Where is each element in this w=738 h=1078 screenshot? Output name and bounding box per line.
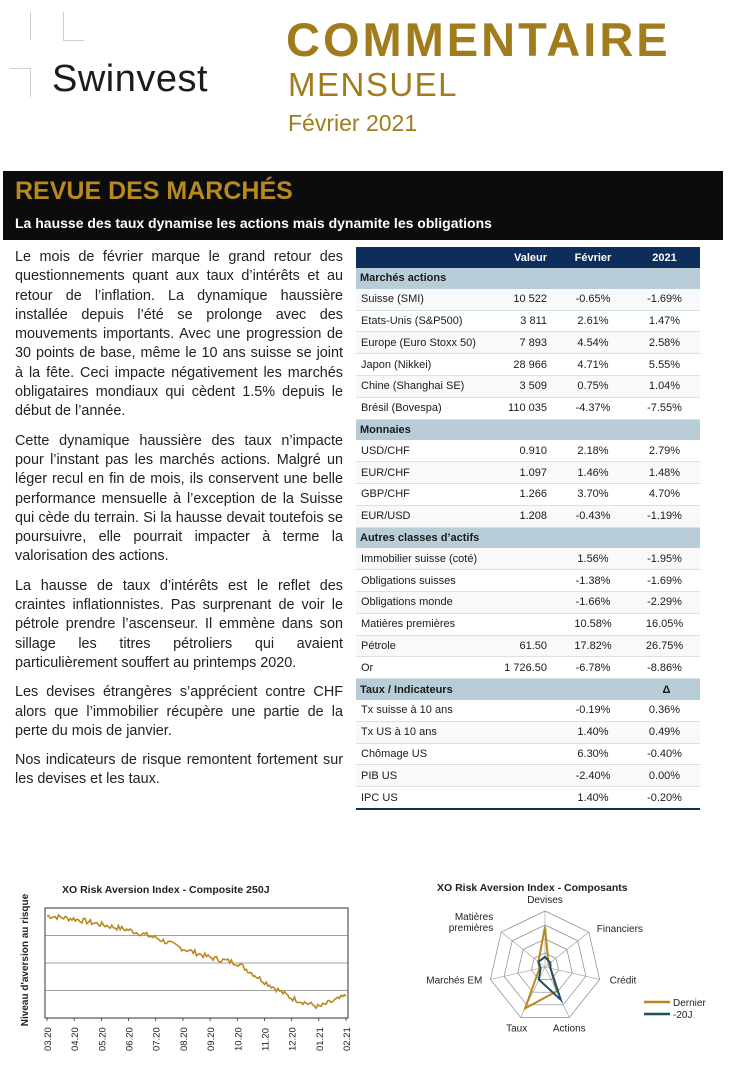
radar-axis-label: Crédit xyxy=(609,975,637,987)
corner-mark-r xyxy=(10,68,31,97)
header-cell xyxy=(356,247,484,268)
cell-value xyxy=(484,787,557,809)
radar-axis-label: Devises xyxy=(527,895,563,906)
table-section-row xyxy=(356,268,700,289)
cell-value: -7.55% xyxy=(629,397,700,419)
row-label: Matières premières xyxy=(356,613,484,635)
cell-value xyxy=(484,591,557,613)
cell-value: 28 966 xyxy=(484,354,557,376)
section-label: Monnaies xyxy=(356,419,629,440)
cell-value: -0.20% xyxy=(629,787,700,809)
table-row xyxy=(356,289,700,310)
cell-value: 1.40% xyxy=(557,787,629,809)
cell-value: 0.36% xyxy=(629,700,700,721)
x-tick-label: 07.20 xyxy=(151,1027,163,1051)
table-row xyxy=(356,787,700,809)
x-tick-label: 04.20 xyxy=(70,1027,82,1051)
table-row xyxy=(356,700,700,721)
cell-value: 1.46% xyxy=(557,462,629,484)
row-label: Tx US à 10 ans xyxy=(356,721,484,743)
table-row xyxy=(356,332,700,354)
radar-axis-label: premières xyxy=(448,923,494,935)
cell-value: 1.208 xyxy=(484,505,557,527)
cell-value: 1.56% xyxy=(557,548,629,569)
cell-value xyxy=(484,700,557,721)
logo: Swinvest xyxy=(52,58,209,100)
paragraph: Nos indicateurs de risque remontent fortement sur les devises et les taux. xyxy=(15,752,343,788)
table-row xyxy=(356,548,700,569)
commentary-text xyxy=(15,248,343,800)
section-title: REVUE DES MARCHÉS xyxy=(15,177,293,205)
cell-value: 1.40% xyxy=(557,721,629,743)
paragraph: Les devises étrangères s’apprécient contre CHF alors que l’immobilier récupère une partie de la perte du mois de janvier. xyxy=(15,684,343,739)
cell-value: 16.05% xyxy=(629,613,700,635)
row-label: EUR/USD xyxy=(356,505,484,527)
cell-value: 1.47% xyxy=(629,310,700,332)
issue-date: Février 2021 xyxy=(288,110,418,136)
radar-axis-label: Taux xyxy=(506,1023,528,1035)
row-label: Tx suisse à 10 ans xyxy=(356,700,484,721)
table-section-row xyxy=(356,679,700,700)
section-label: Marchés actions xyxy=(356,268,629,289)
market-table xyxy=(356,247,700,810)
header-cell: 2021 xyxy=(629,247,700,268)
table-row xyxy=(356,635,700,657)
x-tick-label: 10.20 xyxy=(233,1027,245,1051)
row-label: Japon (Nikkei) xyxy=(356,354,484,376)
section-delta-header xyxy=(629,527,700,548)
cell-value: 1.48% xyxy=(629,462,700,484)
table-row xyxy=(356,310,700,332)
x-tick-label: 02.21 xyxy=(342,1027,353,1051)
cell-value: 0.75% xyxy=(557,375,629,397)
row-label: Etats-Unis (S&P500) xyxy=(356,310,484,332)
row-label: Suisse (SMI) xyxy=(356,289,484,310)
header-cell: Valeur xyxy=(484,247,557,268)
radar-axis-label: Matières xyxy=(454,912,494,924)
cell-value: 1.266 xyxy=(484,483,557,505)
cell-value: 3 811 xyxy=(484,310,557,332)
page-title: COMMENTAIRE xyxy=(286,13,671,66)
y-axis-label: Niveau d'aversion au risque xyxy=(20,893,31,1027)
section-delta-header xyxy=(629,268,700,289)
radar-axis-label: Financiers xyxy=(596,924,643,936)
row-label: Brésil (Bovespa) xyxy=(356,397,484,419)
table-header-row xyxy=(356,247,700,268)
row-label: Or xyxy=(356,657,484,679)
cell-value: -0.43% xyxy=(557,505,629,527)
series-line xyxy=(47,915,346,1008)
header-cell: Février xyxy=(557,247,629,268)
section-banner xyxy=(3,171,723,240)
row-label: USD/CHF xyxy=(356,440,484,461)
cell-value: 4.71% xyxy=(557,354,629,376)
cell-value xyxy=(484,721,557,743)
cell-value: 1.04% xyxy=(629,375,700,397)
table-row xyxy=(356,462,700,484)
cell-value: 4.70% xyxy=(629,483,700,505)
cell-value: -0.19% xyxy=(557,700,629,721)
cell-value: 61.50 xyxy=(484,635,557,657)
x-tick-label: 08.20 xyxy=(178,1027,190,1051)
cell-value: 4.54% xyxy=(557,332,629,354)
cell-value: 2.18% xyxy=(557,440,629,461)
row-label: Obligations monde xyxy=(356,591,484,613)
x-tick-label: 03.20 xyxy=(43,1027,54,1051)
cell-value: 3 509 xyxy=(484,375,557,397)
row-label: GBP/CHF xyxy=(356,483,484,505)
radar-axis-label: Marchés EM xyxy=(426,975,483,987)
cell-value: -2.29% xyxy=(629,591,700,613)
cell-value: 1 726.50 xyxy=(484,657,557,679)
cell-value: -4.37% xyxy=(557,397,629,419)
radar-axis-label: Actions xyxy=(552,1023,586,1035)
cell-value: 26.75% xyxy=(629,635,700,657)
section-delta-header: Δ xyxy=(629,679,700,700)
table-row xyxy=(356,483,700,505)
table-row xyxy=(356,613,700,635)
cell-value: 10.58% xyxy=(557,613,629,635)
row-label: Europe (Euro Stoxx 50) xyxy=(356,332,484,354)
table-row xyxy=(356,657,700,679)
table-row xyxy=(356,397,700,419)
x-tick-label: 01.21 xyxy=(314,1027,326,1051)
cell-value: 1.097 xyxy=(484,462,557,484)
paragraph: Cette dynamique haussière des taux n’impacte pour l’instant pas les marchés actions. Malgré un léger recul en fin de mois, ils conservent une belle performance mensuelle à l’exception de la Suisse qui cède du terrain. Si la hausse devait toutefois se poursuivre, elle pourrait impacter à terme la valorisation des actions. xyxy=(15,432,343,565)
x-tick-label: 05.20 xyxy=(97,1027,109,1051)
row-label: EUR/CHF xyxy=(356,462,484,484)
row-label: Pétrole xyxy=(356,635,484,657)
x-tick-label: 11.20 xyxy=(260,1027,272,1051)
section-delta-header xyxy=(629,419,700,440)
table-row xyxy=(356,505,700,527)
cell-value: -0.65% xyxy=(557,289,629,310)
cell-value: 110 035 xyxy=(484,397,557,419)
cell-value: -6.78% xyxy=(557,657,629,679)
composite-chart-title: XO Risk Aversion Index - Composite 250J xyxy=(62,884,270,896)
cell-value xyxy=(484,743,557,765)
cell-value: 2.79% xyxy=(629,440,700,461)
section-label: Taux / Indicateurs xyxy=(356,679,629,700)
table-row xyxy=(356,570,700,592)
row-label: PIB US xyxy=(356,765,484,787)
table-section-row xyxy=(356,419,700,440)
cell-value: -1.95% xyxy=(629,548,700,569)
cell-value: 10 522 xyxy=(484,289,557,310)
x-tick-label: 09.20 xyxy=(206,1027,218,1051)
section-label: Autres classes d’actifs xyxy=(356,527,629,548)
cell-value: 0.00% xyxy=(629,765,700,787)
legend-label: Dernier xyxy=(673,998,706,1009)
radar-spoke xyxy=(545,932,589,967)
section-subtitle: La hausse des taux dynamise les actions mais dynamite les obligations xyxy=(15,215,492,231)
table-row xyxy=(356,375,700,397)
x-tick-label: 12.20 xyxy=(287,1027,299,1051)
cell-value: -2.40% xyxy=(557,765,629,787)
cell-value: 5.55% xyxy=(629,354,700,376)
row-label: Immobilier suisse (coté) xyxy=(356,548,484,569)
cell-value: 0.49% xyxy=(629,721,700,743)
cell-value: -1.69% xyxy=(629,289,700,310)
page-subtitle: MENSUEL xyxy=(288,66,459,103)
table-row xyxy=(356,743,700,765)
row-label: Chômage US xyxy=(356,743,484,765)
table-row xyxy=(356,440,700,461)
cell-value: -1.38% xyxy=(557,570,629,592)
cell-value: 0.910 xyxy=(484,440,557,461)
cell-value: 7 893 xyxy=(484,332,557,354)
cell-value xyxy=(484,613,557,635)
cell-value: -1.19% xyxy=(629,505,700,527)
row-label: Chine (Shanghai SE) xyxy=(356,375,484,397)
corner-mark-l xyxy=(63,12,84,41)
row-label: IPC US xyxy=(356,787,484,809)
paragraph: Le mois de février marque le grand retour des questionnements quant aux taux d’intérêts et au retour de l’inflation. La dynamique haussière installée depuis l’été se prolonge avec des mouvements importants. Avec une progression de 30 points de base, même le 10 ans suisse se joint à la fête. Ceci impacte négativement les marchés obligataires mondiaux qui cèdent 1.5% depuis le début de l’année. xyxy=(15,249,343,420)
cell-value: -8.86% xyxy=(629,657,700,679)
cell-value xyxy=(484,548,557,569)
components-radar-chart xyxy=(408,892,728,1042)
cell-value: 17.82% xyxy=(557,635,629,657)
legend-label: -20J xyxy=(673,1010,693,1021)
table-row xyxy=(356,721,700,743)
cell-value xyxy=(484,570,557,592)
paragraph: La hausse de taux d’intérêts est le reflet des craintes inflationnistes. Pas surprenant de voir le pétrole prendre l’ascenseur. Il emmène dans son sillage les titres pétroliers qui avaient particulièrement souffert au printemps 2020. xyxy=(15,577,343,671)
cell-value: -0.40% xyxy=(629,743,700,765)
cell-value: -1.66% xyxy=(557,591,629,613)
table-row xyxy=(356,765,700,787)
table-row xyxy=(356,354,700,376)
cell-value xyxy=(484,765,557,787)
cell-value: 2.61% xyxy=(557,310,629,332)
cell-value: 6.30% xyxy=(557,743,629,765)
composite-line-chart xyxy=(10,893,353,1073)
cell-value: 3.70% xyxy=(557,483,629,505)
cell-value: 2.58% xyxy=(629,332,700,354)
table-section-row xyxy=(356,527,700,548)
cell-value: -1.69% xyxy=(629,570,700,592)
row-label: Obligations suisses xyxy=(356,570,484,592)
corner-mark-vertical-1 xyxy=(30,12,31,40)
x-tick-label: 06.20 xyxy=(124,1027,136,1051)
components-chart-title: XO Risk Aversion Index - Composants xyxy=(437,882,628,894)
table-row xyxy=(356,591,700,613)
